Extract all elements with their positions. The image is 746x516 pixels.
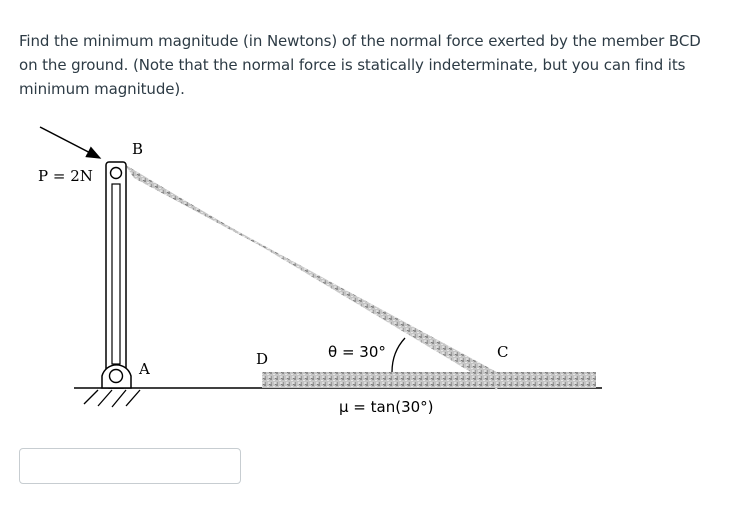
member-dc xyxy=(262,372,596,388)
ground-hatch xyxy=(84,390,140,407)
pin-b xyxy=(111,168,122,179)
force-label: P = 2N xyxy=(38,167,93,185)
friction-label: μ = tan(30°) xyxy=(339,398,434,416)
angle-label: θ = 30° xyxy=(328,343,386,361)
answer-input[interactable] xyxy=(19,448,241,484)
force-arrow xyxy=(40,127,100,158)
angle-arc xyxy=(392,338,405,372)
pin-a xyxy=(110,370,123,383)
point-b-label: B xyxy=(132,140,144,158)
point-a-label: A xyxy=(139,360,150,378)
point-d-label: D xyxy=(256,350,269,368)
question-text: Find the minimum magnitude (in Newtons) of the normal force exerted by the member BCD on the ground. (Note that the normal force is statically indeterminate, but you can find its minimum magnitude). xyxy=(19,32,701,98)
point-c-label: C xyxy=(497,343,509,361)
